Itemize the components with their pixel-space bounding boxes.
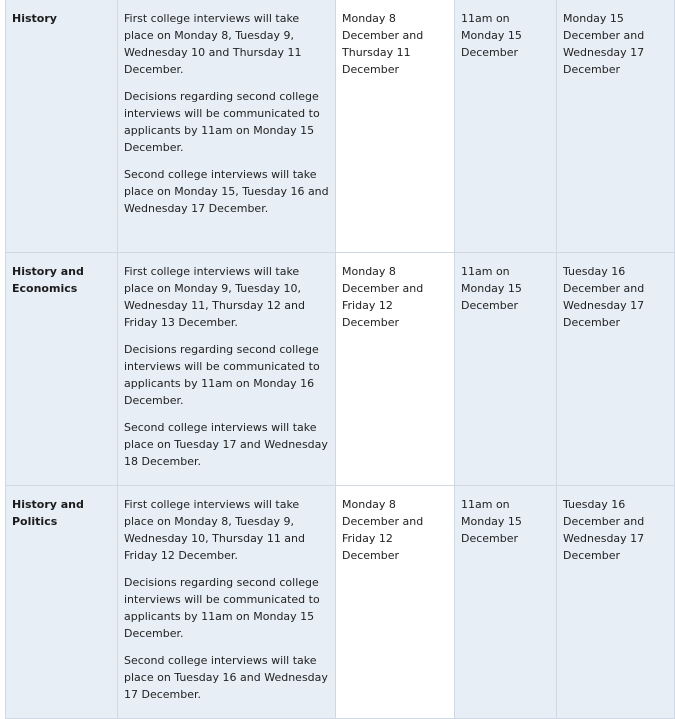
decision-time-cell: 11am on Monday 15 December [455, 253, 557, 486]
process-paragraph: First college interviews will take place on Monday 8, Tuesday 9, Wednesday 10, Thursday 11 and Friday 12 December. [124, 498, 306, 562]
table-row [6, 486, 675, 719]
process-paragraph: Decisions regarding second college interviews will be communicated to applicants by 11am on Monday 15 December. [124, 90, 320, 154]
process-paragraph: Second college interviews will take place on Tuesday 16 and Wednesday 17 December. [124, 654, 328, 701]
interview-process-cell [118, 0, 336, 253]
process-paragraph: Decisions regarding second college interviews will be communicated to applicants by 11am on Monday 16 December. [124, 343, 320, 407]
process-paragraph: First college interviews will take place on Monday 9, Tuesday 10, Wednesday 11, Thursday 12 and Friday 13 December. [124, 265, 306, 329]
process-paragraph: Second college interviews will take place on Tuesday 17 and Wednesday 18 December. [124, 421, 328, 468]
second-interview-dates-cell: Tuesday 16 December and Wednesday 17 December [557, 486, 675, 719]
process-paragraph: Decisions regarding second college interviews will be communicated to applicants by 11am on Monday 15 December. [124, 576, 320, 640]
date-cell: Monday 8 December and Thursday 11 December [336, 0, 455, 253]
interview-process-cell [118, 486, 336, 719]
course-name-cell: History and Economics [6, 253, 118, 486]
second-interview-dates-cell: Tuesday 16 December and Wednesday 17 December [557, 253, 675, 486]
table-row [6, 253, 675, 486]
date-cell: Monday 8 December and Friday 12 December [336, 486, 455, 719]
course-name-cell: History and Politics [6, 486, 118, 719]
process-paragraph: Second college interviews will take place on Monday 15, Tuesday 16 and Wednesday 17 December. [124, 168, 329, 215]
decision-time-cell: 11am on Monday 15 December [455, 0, 557, 253]
date-cell: Monday 8 December and Friday 12 December [336, 253, 455, 486]
interview-process-cell [118, 253, 336, 486]
decision-time-cell: 11am on Monday 15 December [455, 486, 557, 719]
second-interview-dates-cell: Monday 15 December and Wednesday 17 December [557, 0, 675, 253]
interview-schedule-table [5, 0, 675, 719]
course-name-cell: History [6, 0, 118, 253]
process-paragraph: First college interviews will take place on Monday 8, Tuesday 9, Wednesday 10 and Thursday 11 December. [124, 12, 302, 76]
table-row [6, 0, 675, 253]
